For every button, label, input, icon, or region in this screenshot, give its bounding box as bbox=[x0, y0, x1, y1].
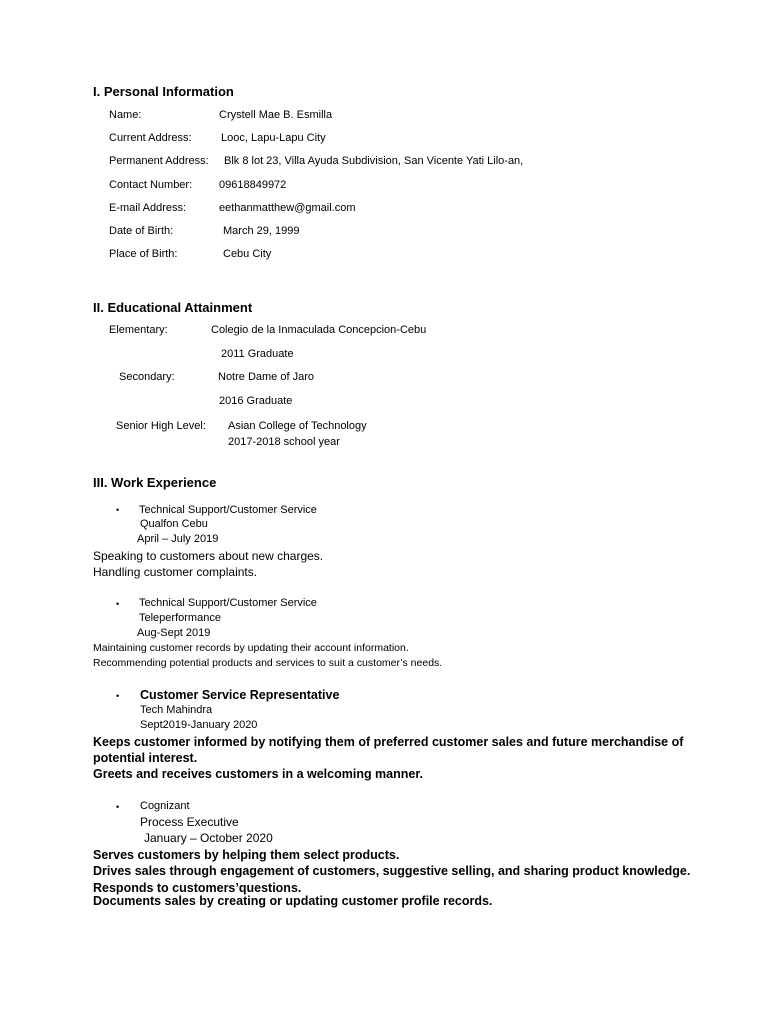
job-dates: January – October 2020 bbox=[144, 831, 273, 845]
job-duty: Drives sales through engagement of customers, suggestive selling, and sharing product knowledge. bbox=[93, 864, 691, 878]
place-of-birth-label: Place of Birth: bbox=[109, 248, 178, 260]
personal-info-heading: I. Personal Information bbox=[93, 84, 234, 99]
bullet-icon: • bbox=[116, 802, 120, 812]
contact-number-label: Contact Number: bbox=[109, 179, 193, 191]
secondary-label: Secondary: bbox=[119, 371, 175, 383]
current-address-value: Looc, Lapu-Lapu City bbox=[221, 132, 326, 144]
elementary-note: 2011 Graduate bbox=[221, 348, 294, 360]
job-duty: Recommending potential products and services to suit a customer’s needs. bbox=[93, 657, 443, 669]
secondary-note: 2016 Graduate bbox=[219, 395, 293, 407]
job-duty: Greets and receives customers in a welcoming manner. bbox=[93, 767, 423, 781]
name-label: Name: bbox=[109, 109, 142, 121]
email-value: eethanmatthew@gmail.com bbox=[219, 202, 356, 214]
job-duty: Maintaining customer records by updating their account information. bbox=[93, 642, 409, 654]
job-duty: Keeps customer informed by notifying them of preferred customer sales and future merchandise of bbox=[93, 735, 684, 749]
date-of-birth-value: March 29, 1999 bbox=[223, 225, 300, 237]
permanent-address-label: Permanent Address: bbox=[109, 155, 209, 167]
job-company: Tech Mahindra bbox=[140, 704, 213, 716]
job-title: Customer Service Representative bbox=[140, 688, 340, 702]
job-company: Qualfon Cebu bbox=[140, 518, 208, 530]
contact-number-value: 09618849972 bbox=[219, 179, 287, 191]
job-title: Technical Support/Customer Service bbox=[139, 504, 317, 516]
job-duty: Serves customers by helping them select products. bbox=[93, 848, 400, 862]
bullet-icon: • bbox=[116, 599, 120, 609]
current-address-label: Current Address: bbox=[109, 132, 192, 144]
secondary-school: Notre Dame of Jaro bbox=[218, 371, 314, 383]
job-company: Teleperformance bbox=[139, 612, 221, 624]
senior-high-note: 2017-2018 school year bbox=[228, 436, 340, 448]
permanent-address-value: Blk 8 lot 23, Villa Ayuda Subdivision, San Vicente Yati Lilo-an, bbox=[224, 155, 524, 167]
job-dates: Aug-Sept 2019 bbox=[137, 627, 211, 639]
job-duty: Documents sales by creating or updating customer profile records. bbox=[93, 894, 493, 908]
job-duty: potential interest. bbox=[93, 751, 198, 765]
job-title: Cognizant bbox=[140, 800, 190, 812]
senior-high-school: Asian College of Technology bbox=[228, 420, 367, 432]
elementary-label: Elementary: bbox=[109, 324, 168, 336]
email-label: E-mail Address: bbox=[109, 202, 187, 214]
job-dates: April – July 2019 bbox=[137, 533, 219, 545]
bullet-icon: • bbox=[116, 505, 120, 515]
job-duty: Speaking to customers about new charges. bbox=[93, 549, 324, 563]
name-value: Crystell Mae B. Esmilla bbox=[219, 109, 333, 121]
bullet-icon: • bbox=[116, 691, 120, 701]
elementary-school: Colegio de la Inmaculada Concepcion-Cebu bbox=[211, 324, 427, 336]
date-of-birth-label: Date of Birth: bbox=[109, 225, 174, 237]
job-company: Process Executive bbox=[140, 815, 239, 829]
job-duty: Handling customer complaints. bbox=[93, 565, 258, 579]
job-title: Technical Support/Customer Service bbox=[139, 597, 317, 609]
work-heading: III. Work Experience bbox=[93, 475, 217, 490]
senior-high-label: Senior High Level: bbox=[116, 420, 206, 432]
job-duty: Responds to customers’questions. bbox=[93, 881, 302, 895]
place-of-birth-value: Cebu City bbox=[223, 248, 272, 260]
job-dates: Sept2019-January 2020 bbox=[140, 719, 258, 731]
education-heading: II. Educational Attainment bbox=[93, 300, 253, 315]
